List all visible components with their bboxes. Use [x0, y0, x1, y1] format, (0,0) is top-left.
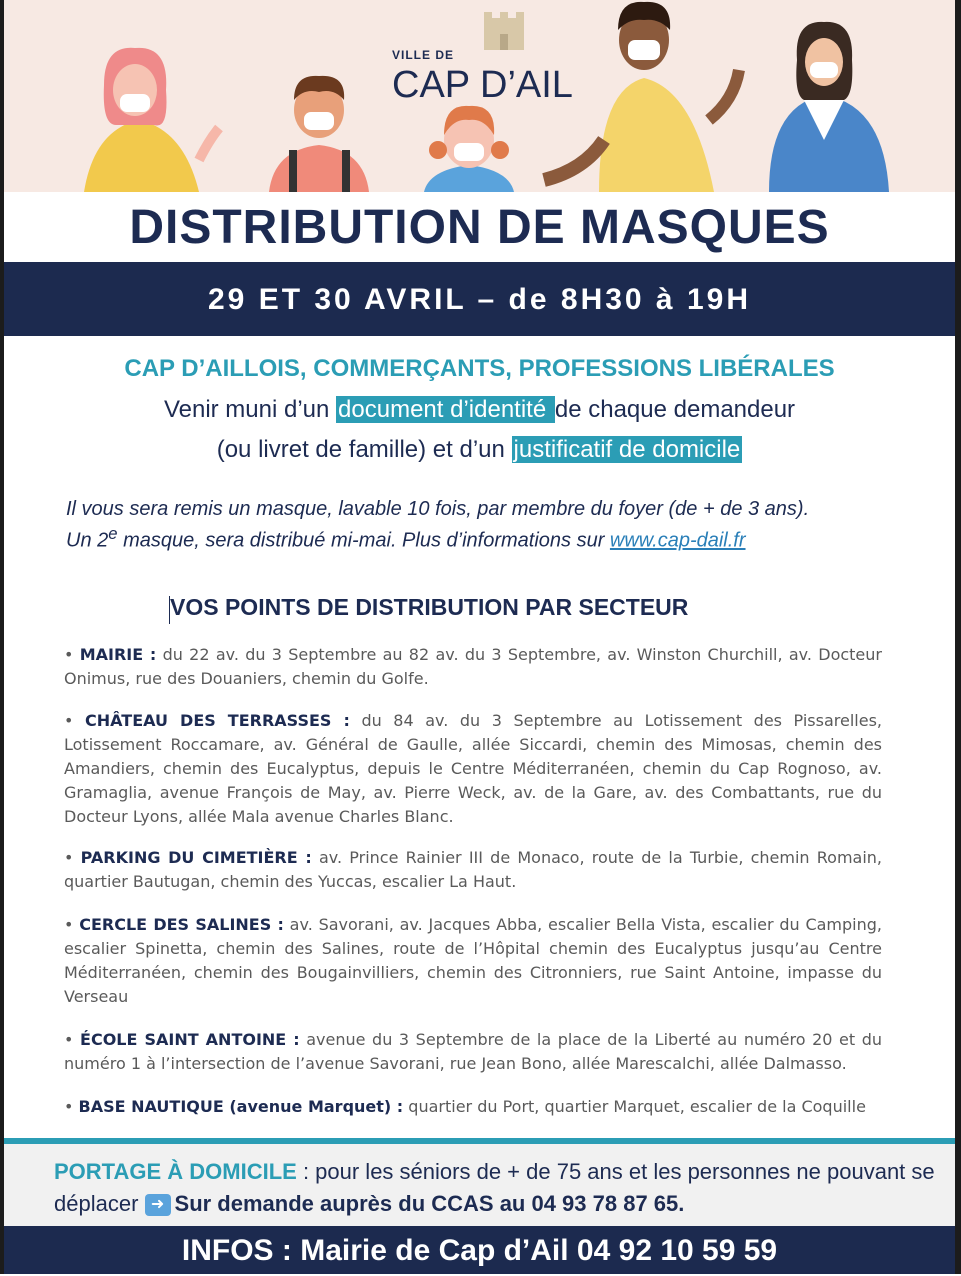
woman-pink-hair-figure — [84, 48, 219, 192]
sector-name: MAIRIE : — [79, 645, 157, 664]
sector-text: du 84 av. du 3 Septembre au Lotissement des Pissarelles, Lotissement Roccamare, av. Général de Gaulle, allée Siccardi, chemin des Mimosas, chemin des Amandiers, chemin des Eucalyptus, depuis le Centre Méditerranéen, chemin du Cap Rognoso, av. Gramaglia, avenue François de May, av. Pierre Weck, av. de la Gare, av. des Combattants, rue du Docteur Lyons, allée Mala avenue Charles Blanc. — [64, 711, 883, 826]
req-highlight-domicile: justificatif de domicile — [513, 436, 741, 463]
sector-name: CERCLE DES SALINES : — [79, 915, 284, 934]
logo-big-text: CAP D’AIL — [392, 64, 573, 106]
req-text-1b: de chaque demandeur — [554, 396, 796, 423]
sector-name: PARKING DU CIMETIÈRE : — [80, 848, 312, 867]
sector-text: avenue du 3 Septembre de la place de la Liberté au numéro 20 et du numéro 1 à l’intersection de l’avenue Savorani, rue Jean Bono, allée Marescalchi, allée Dalmasso. — [64, 1030, 883, 1073]
sector-name: BASE NAUTIQUE (avenue Marquet) : — [78, 1097, 404, 1116]
portage-label: PORTAGE À DOMICILE — [54, 1159, 297, 1184]
girl-figure — [424, 106, 514, 192]
right-frame-border — [955, 0, 961, 1274]
sector-mairie: • MAIRIE : du 22 av. du 3 Septembre au 82 av. du 3 Septembre, av. Winston Churchill, av. Docteur Onimus, rue des Douaniers, chemin du Golfe. — [64, 645, 882, 688]
hero-illustration — [4, 0, 955, 192]
portage-body: : pour les séniors de + de 75 ans et les personnes ne pouvant se déplacer — [54, 1159, 935, 1216]
cap-dail-logo — [392, 12, 582, 107]
castle-icon — [474, 12, 534, 52]
portage-text — [54, 1156, 944, 1220]
arrow-right-icon: ➜ — [145, 1194, 171, 1216]
sector-parking: • PARKING DU CIMETIÈRE : av. Prince Rainier III de Monaco, route de la Turbie, chemin Romain, quartier Bautugan, chemin des Yuccas, escalier La Haut. — [64, 848, 882, 891]
req-text-1a: Venir muni d’un — [163, 396, 337, 423]
infos-banner: INFOS : Mairie de Cap d’Ail 04 92 10 59 59 — [4, 1226, 955, 1274]
sector-name: ÉCOLE SAINT ANTOINE : — [80, 1030, 300, 1049]
requirements-line-1 — [4, 396, 955, 424]
audience-heading: CAP D’AILLOIS, COMMERÇANTS, PROFESSIONS LIBÉRALES — [124, 355, 835, 382]
points-title: VOS POINTS DE DISTRIBUTION PAR SECTEUR — [170, 594, 689, 620]
sector-salines: • CERCLE DES SALINES : av. Savorani, av. Jacques Abba, escalier Bella Vista, escalier du Camping, escalier Spinetta, chemin des Salines, route de l’Hôpital chemin des Eucalyptus jusqu’au Centre Méditerranéen, chemin des Bougainvilliers, chemin des Citronniers, rue Saint Antoine, impasse du Verseau — [64, 915, 882, 1006]
sector-text: du 22 av. du 3 Septembre au 82 av. du 3 Septembre, av. Winston Churchill, av. Docteur Onimus, rue des Douaniers, chemin du Golfe. — [64, 645, 882, 688]
req-highlight-identity: document d’identité — [338, 396, 553, 423]
page-title: DISTRIBUTION DE MASQUES — [4, 192, 955, 262]
sector-chateau: • CHÂTEAU DES TERRASSES : du 84 av. du 3 Septembre au Lotissement des Pissarelles, Lotissement Roccamare, av. Général de Gaulle, allée Siccardi, chemin des Mimosas, chemin des Amandiers, chemin des Eucalyptus, depuis le Centre Méditerranéen, chemin du Cap Rognoso, av. Gramaglia, avenue François de May, av. Pierre Weck, av. de la Gare, av. des Combattants, rue du Docteur Lyons, allée Mala avenue Charles Blanc. — [64, 711, 883, 826]
req-text-2a: (ou livret de famille) et d’un — [216, 436, 512, 463]
boy-figure — [269, 76, 369, 192]
portage-contact: Sur demande auprès du CCAS au 04 93 78 87 65. — [174, 1191, 685, 1216]
dates-banner: 29 ET 30 AVRIL – de 8H30 à 19H — [4, 262, 955, 336]
sector-ecole: • ÉCOLE SAINT ANTOINE : avenue du 3 Septembre de la place de la Liberté au numéro 20 et du numéro 1 à l’intersection de l’avenue Savorani, rue Jean Bono, allée Marescalchi, allée Dalmasso. — [64, 1030, 883, 1073]
woman-blue-shirt-figure — [769, 22, 889, 192]
portage-box — [4, 1144, 955, 1226]
info-line-1: Il vous sera remis un masque, lavable 10 fois, par membre du foyer (de + de 3 ans). — [66, 498, 810, 520]
sector-text: av. Savorani, av. Jacques Abba, escalier Bella Vista, escalier du Camping, escalier Spinetta, chemin des Salines, route de l’Hôpital chemin des Eucalyptus jusqu’au Centre Méditerranéen, chemin des Bougainvilliers, chemin des Citronniers, rue Saint Antoine, impasse du Verseau — [64, 915, 882, 1006]
info-text-2a: Un 2 — [66, 529, 109, 552]
requirements-line-2 — [4, 436, 955, 464]
info-line-2 — [66, 524, 946, 553]
info-superscript: e — [108, 524, 118, 543]
logo-small-text: VILLE DE — [392, 48, 455, 62]
sector-name: CHÂTEAU DES TERRASSES : — [85, 711, 350, 730]
sector-text: quartier du Port, quartier Marquet, escalier de la Coquille — [403, 1097, 866, 1116]
website-link[interactable]: www.cap-dail.fr — [609, 529, 746, 552]
info-text-2b: masque, sera distribué mi-mai. Plus d’informations sur — [117, 529, 610, 552]
sector-text: av. Prince Rainier III de Monaco, route de la Turbie, chemin Romain, quartier Bautugan, chemin des Yuccas, escalier La Haut. — [64, 848, 882, 891]
sector-base-nautique: • BASE NAUTIQUE (avenue Marquet) : quartier du Port, quartier Marquet, escalier de la Coquille — [64, 1097, 866, 1116]
